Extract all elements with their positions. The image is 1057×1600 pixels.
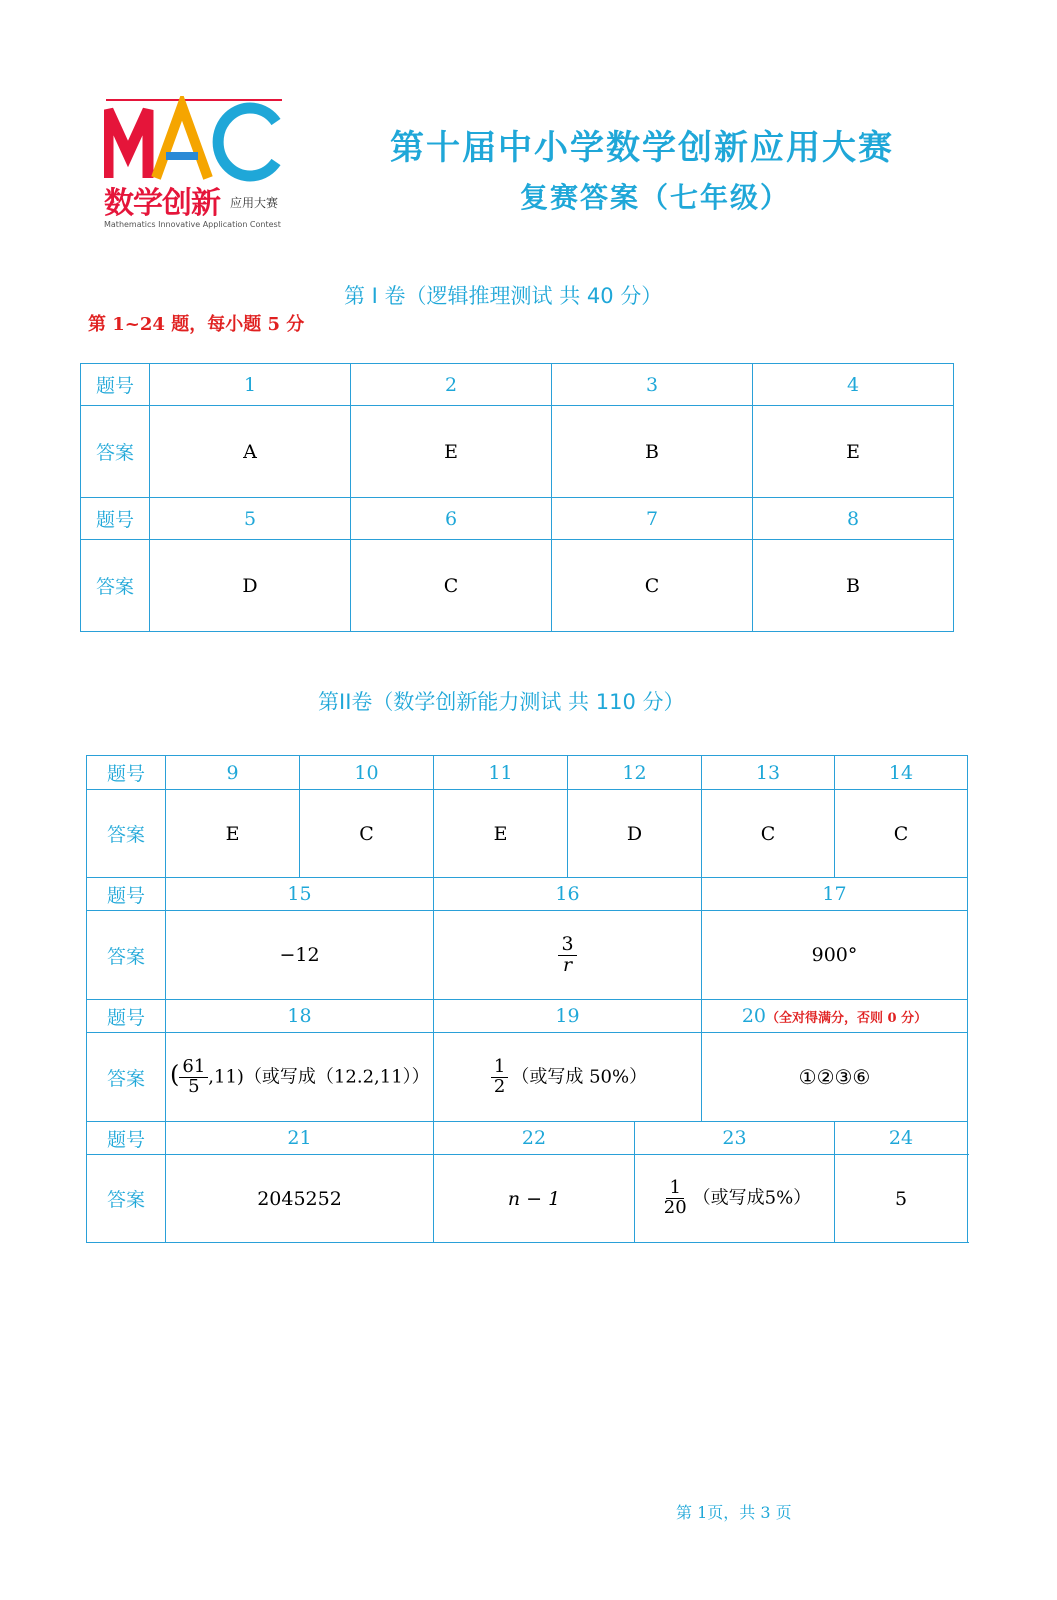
question-number: 8 <box>753 498 954 540</box>
question-number: 4 <box>753 364 954 406</box>
logo-en-text: Mathematics Innovative Application Contest <box>104 220 281 229</box>
question-number: 10 <box>300 756 434 790</box>
alternate-answer: （或写成（12.2,11）） <box>243 1066 430 1087</box>
table-row <box>81 364 954 406</box>
fraction-denominator: 5 <box>188 1075 200 1097</box>
answer-label: 答案 <box>87 911 166 1000</box>
answer-cell: D <box>150 540 351 632</box>
answer-cell <box>635 1155 835 1243</box>
answer-cell: C <box>351 540 552 632</box>
question-number: 21 <box>166 1122 434 1155</box>
table-row <box>87 1000 968 1033</box>
answer-cell: −12 <box>166 911 434 1000</box>
answer-cell: A <box>150 406 351 498</box>
question-label: 题号 <box>87 1122 166 1155</box>
question-number: 19 <box>434 1000 702 1033</box>
fraction-denominator: 2 <box>493 1075 506 1097</box>
answer-label: 答案 <box>87 1155 166 1243</box>
fraction <box>661 1179 690 1218</box>
table-row <box>87 790 968 878</box>
coordinate-rest: ,11) <box>208 1066 244 1087</box>
answer-cell: 900° <box>702 911 968 1000</box>
question-label: 题号 <box>87 1000 166 1033</box>
fraction <box>179 1055 208 1097</box>
table-row <box>87 1033 968 1122</box>
mac-logo-icon <box>104 96 284 186</box>
question-number: 23 <box>635 1122 835 1155</box>
question-number: 22 <box>434 1122 635 1155</box>
answer-cell: C <box>552 540 753 632</box>
question-number: 17 <box>702 878 968 911</box>
answer-cell: E <box>351 406 552 498</box>
page-title: 第十届中小学数学创新应用大赛 <box>390 128 894 168</box>
paren-open: ( <box>170 1060 180 1088</box>
question-number: 15 <box>166 878 434 911</box>
alternate-answer: （或写成5%） <box>692 1187 812 1209</box>
answer-table-1 <box>80 363 954 632</box>
fraction-numerator: 1 <box>491 1058 508 1078</box>
answer-cell: n − 1 <box>434 1155 635 1243</box>
section1-heading: 第 I 卷（逻辑推理测试 共 40 分） <box>344 284 663 308</box>
question-number: 24 <box>835 1122 968 1155</box>
fraction-denominator: r <box>562 953 573 976</box>
answer-label: 答案 <box>87 790 166 878</box>
section2-heading: 第II卷（数学创新能力测试 共 110 分） <box>318 690 685 714</box>
answer-cell <box>434 911 702 1000</box>
scoring-note: 第 1~24 题，每小题 5 分 <box>88 314 305 335</box>
answer-cell: C <box>702 790 835 878</box>
answer-cell: D <box>568 790 702 878</box>
question-label: 题号 <box>87 756 166 790</box>
question-number-with-note <box>702 1000 968 1033</box>
question-number: 7 <box>552 498 753 540</box>
question-number: 18 <box>166 1000 434 1033</box>
table-row <box>87 756 968 790</box>
fraction-numerator: 3 <box>558 935 576 956</box>
page-footer: 第 1页，共 3 页 <box>676 1503 792 1522</box>
answer-cell <box>166 1033 434 1122</box>
question-number: 11 <box>434 756 568 790</box>
question-number: 12 <box>568 756 702 790</box>
fraction-denominator: 20 <box>663 1197 687 1218</box>
question-number: 20 <box>741 1005 767 1027</box>
answer-cell: ①②③⑥ <box>702 1033 968 1122</box>
answer-cell: E <box>166 790 300 878</box>
answer-label: 答案 <box>87 1033 166 1122</box>
question-number: 5 <box>150 498 351 540</box>
fraction <box>558 932 576 976</box>
fraction-numerator: 61 <box>179 1058 208 1078</box>
table-row <box>87 1122 968 1155</box>
answer-cell: C <box>300 790 434 878</box>
page-subtitle: 复赛答案（七年级） <box>520 181 791 214</box>
answer-label: 答案 <box>81 406 150 498</box>
table-row <box>87 878 968 911</box>
question-label: 题号 <box>87 878 166 911</box>
answer-label: 答案 <box>81 540 150 632</box>
answer-table-2 <box>86 755 968 1243</box>
table-row <box>87 1155 968 1243</box>
answer-cell: B <box>753 540 954 632</box>
logo-cn-text: 数学创新 <box>104 186 220 221</box>
fraction-numerator: 1 <box>666 1179 683 1199</box>
logo-sub-text: 应用大赛 <box>230 196 279 210</box>
question-label: 题号 <box>81 364 150 406</box>
question-number: 6 <box>351 498 552 540</box>
table-row <box>81 498 954 540</box>
table-row <box>81 540 954 632</box>
answer-cell: C <box>835 790 968 878</box>
table-row <box>87 911 968 1000</box>
question-label: 题号 <box>81 498 150 540</box>
answer-cell: 2045252 <box>166 1155 434 1243</box>
question-number: 13 <box>702 756 835 790</box>
scoring-rule-note: （全对得满分，否则 0 分） <box>766 1011 928 1026</box>
question-number: 16 <box>434 878 702 911</box>
answer-cell: 5 <box>835 1155 968 1243</box>
question-number: 9 <box>166 756 300 790</box>
table-row <box>81 406 954 498</box>
contest-logo <box>104 96 284 231</box>
answer-cell <box>434 1033 702 1122</box>
question-number: 2 <box>351 364 552 406</box>
answer-cell: E <box>753 406 954 498</box>
answer-cell: E <box>434 790 568 878</box>
alternate-answer: （或写成 50%） <box>511 1066 648 1087</box>
question-number: 14 <box>835 756 968 790</box>
fraction <box>491 1055 508 1097</box>
answer-cell: B <box>552 406 753 498</box>
question-number: 3 <box>552 364 753 406</box>
question-number: 1 <box>150 364 351 406</box>
